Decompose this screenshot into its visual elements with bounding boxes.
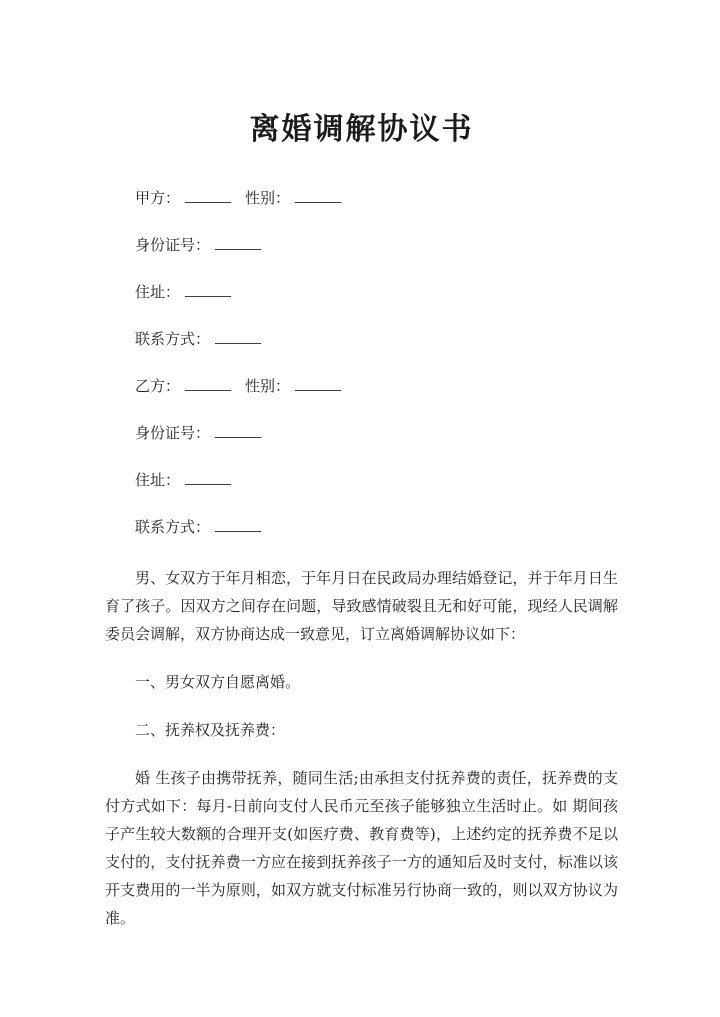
party-a-gender-label: 性别： [245, 189, 291, 207]
clause-one: 一、男女双方自愿离婚。 [135, 673, 301, 691]
party-b-gender-label: 性别： [245, 377, 291, 395]
party-a-id-blank [215, 235, 261, 250]
party-a-label: 甲方： [135, 189, 181, 207]
party-b-name-blank [185, 376, 231, 391]
document-title: 离婚调解协议书 [249, 112, 474, 147]
party-a-address-blank [185, 282, 231, 297]
form-row-party-b-name-gender [105, 376, 618, 395]
clause-two-body: 婚 生孩子由携带抚养，随同生活;由承担支付抚养费的责任，抚养费的支付方式如下：每月-日前向支付人民币元至孩子能够独立生活时止。如 期间孩子产生较大数额的合理开支(如医疗费、教育费等)，上述约定的抚养费不足以支付的，支付抚养费一方应在接到抚养孩子一方的通知后及时支付，标准以该 开支费用的一半为原则，如双方就支付标准另行协商一致的，则以双方协议为准。 [105, 769, 618, 927]
party-b-id-blank [215, 423, 261, 438]
party-a-name-blank [185, 188, 231, 203]
party-b-id-label: 身份证号： [135, 424, 211, 442]
form-row-party-b-contact [105, 517, 618, 536]
party-a-id-label: 身份证号： [135, 236, 211, 254]
intro-paragraph: 男、女双方于年月相恋，于年月日在民政局办理结婚登记，并于年月日生育了孩子。因双方之间存在问题，导致感情破裂且无和好可能，现经人民调解委员会调解，双方协商达成一致意见，订立离婚调解协议如下： [105, 569, 618, 643]
party-b-address-blank [185, 470, 231, 485]
form-row-party-a-address [105, 282, 618, 301]
form-row-party-b-id [105, 423, 618, 442]
party-a-contact-label: 联系方式： [135, 330, 211, 348]
document-content [105, 0, 618, 952]
party-a-gender-blank [295, 188, 341, 203]
agreement-body-section [105, 564, 618, 932]
party-a-contact-blank [215, 329, 261, 344]
party-info-section [105, 188, 618, 536]
party-b-address-label: 住址： [135, 471, 181, 489]
party-b-gender-blank [295, 376, 341, 391]
form-row-party-a-name-gender [105, 188, 618, 207]
party-b-contact-label: 联系方式： [135, 518, 211, 536]
form-row-party-a-id [105, 235, 618, 254]
party-b-contact-blank [215, 517, 261, 532]
party-b-label: 乙方： [135, 377, 181, 395]
party-a-address-label: 住址： [135, 283, 181, 301]
form-row-party-b-address [105, 470, 618, 489]
clause-two-heading: 二、抚养权及抚养费： [135, 721, 286, 739]
form-row-party-a-contact [105, 329, 618, 348]
